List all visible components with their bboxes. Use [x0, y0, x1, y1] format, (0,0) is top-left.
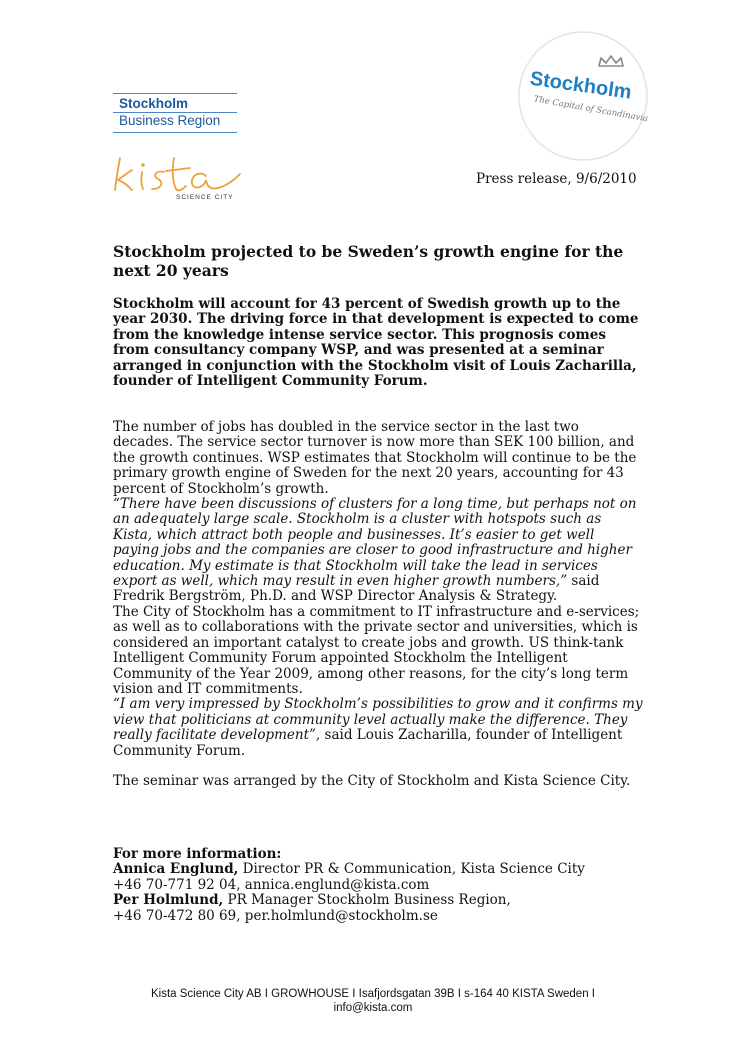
- quote-1-attribution: said Fredrik Bergström, Ph.D. and WSP Director Analysis & Strategy.: [113, 573, 600, 605]
- stockholm-wordmark: Stockholm: [528, 67, 633, 104]
- kista-subtitle: SCIENCE CITY: [176, 194, 234, 201]
- contacts-heading: For more information:: [113, 846, 282, 862]
- body-paragraph-1: The number of jobs has doubled in the service sector in the last two decades. The service sector turnover is now more than SEK 100 billion, and the growth continues. WSP estimates that Stockholm will continue to be the primary growth engine of Sweden for the next 20 years, accounting for 43 percent of Stockholm’s growth.: [113, 419, 637, 497]
- contact-1-name: Annica Englund,: [113, 861, 239, 878]
- kista-science-city-logo: [112, 152, 242, 204]
- contact-1-details[interactable]: +46 70-771 92 04, annica.englund@kista.com: [113, 876, 430, 893]
- kista-script-mark: [112, 152, 242, 196]
- quote-2-attribution: said Louis Zacharilla, founder of Intelligent Community Forum.: [113, 727, 623, 759]
- stockholm-capital-logo: [517, 30, 649, 162]
- lead-paragraph: Stockholm will account for 43 percent of Swedish growth up to the year 2030. The driving force in that development is expected to come from the knowledge intense service sector. This prognosis comes from consultancy company WSP, and was presented at a seminar arranged in conjunction with the Stockholm visit of Louis Zacharilla, founder of Intelligent Community Forum.: [113, 296, 639, 390]
- quote-2: “I am very impressed by Stockholm’s possibilities to grow and it confirms my view that politicians at community level actually make the difference. They really facilitate development”,: [113, 696, 643, 744]
- stockholm-badge: [517, 30, 649, 162]
- logo-top-rule: [113, 93, 237, 94]
- contact-2-role: PR Manager Stockholm Business Region,: [223, 892, 511, 909]
- contact-2: [113, 893, 643, 908]
- quote-paragraph-1: [113, 497, 643, 605]
- contact-1-role: Director PR & Communication, Kista Science City: [238, 861, 585, 878]
- body-paragraph-3: The seminar was arranged by the City of Stockholm and Kista Science City.: [113, 773, 631, 790]
- stockholm-business-region-logo: [113, 93, 237, 133]
- logo-sbr-line2: Business Region: [119, 113, 221, 128]
- logo-sbr-line1: Stockholm: [119, 96, 189, 111]
- footer: [100, 987, 646, 1015]
- footer-email[interactable]: info@kista.com: [333, 1002, 413, 1014]
- footer-address: Kista Science City AB I GROWHOUSE I Isafjordsgatan 39B I s-164 40 KISTA Sweden I: [150, 988, 595, 1000]
- stockholm-tagline: The Capital of Scandinavia: [532, 94, 649, 125]
- contact-2-name: Per Holmlund,: [113, 892, 224, 909]
- contact-info: [113, 847, 643, 924]
- body-paragraph-2: The City of Stockholm has a commitment to IT infrastructure and e-services; as well as to collaborations with the private sector and universities, which is considered an important catalyst to create jobs and growth. US think-tank Intelligent Community Forum appointed Stockholm the Intelligent Community of the Year 2009, among other reasons, for the city’s long term vision and IT commitments.: [113, 603, 640, 697]
- contact-2-details[interactable]: +46 70-472 80 69, per.holmlund@stockholm.se: [113, 907, 438, 924]
- logo-bottom-rule: [113, 132, 237, 133]
- press-release-date: Press release, 9/6/2010: [476, 171, 637, 187]
- quote-paragraph-2: [113, 697, 643, 759]
- body-text: [113, 420, 643, 790]
- contact-1: [113, 862, 643, 877]
- headline: Stockholm projected to be Sweden’s growth engine for the next 20 years: [113, 242, 624, 280]
- quote-1: “There have been discussions of clusters for a long time, but perhaps not on an adequately large scale. Stockholm is a cluster with hotspots such as Kista, which attract both people and businesses. It’s easier to get well paying jobs and the companies are closer to good infrastructure and higher education. My estimate is that Stockholm will take the lead in services export as well, which may result in even higher growth numbers,”: [113, 496, 637, 590]
